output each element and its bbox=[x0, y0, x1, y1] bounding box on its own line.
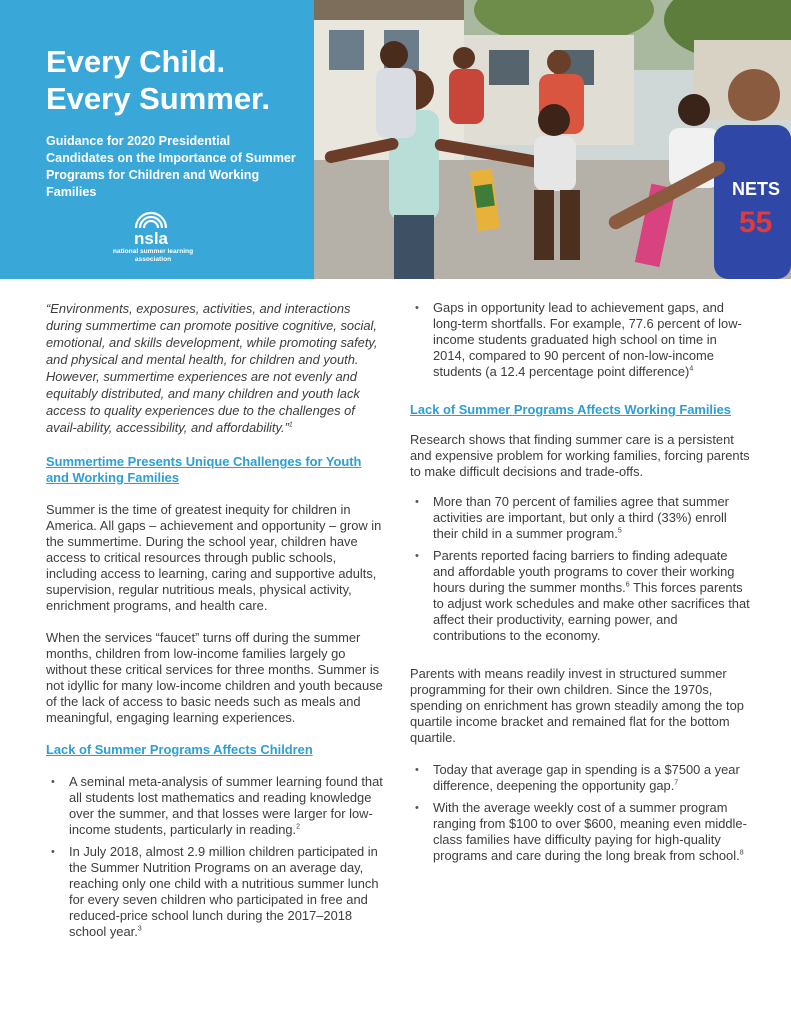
photo-illustration bbox=[314, 0, 791, 279]
section-heading-affects-children[interactable]: Lack of Summer Programs Affects Children bbox=[46, 742, 313, 757]
list-item-text: A seminal meta-analysis of summer learning found that all students lost mathematics and reading knowledge over the summer, and that losses were larger for low-income students, particularly in reading. bbox=[69, 774, 383, 837]
spending-bullet-list bbox=[410, 762, 750, 864]
intro-quote bbox=[46, 300, 386, 436]
families-bullet-list bbox=[410, 494, 750, 644]
list-item-text: More than 70 percent of families agree that summer activities are important, but only a third (33%) enroll their child in a summer program. bbox=[433, 494, 729, 541]
section-heading-challenges[interactable]: Summertime Presents Unique Challenges for Youth and Working Families bbox=[46, 454, 362, 485]
list-item bbox=[410, 300, 750, 380]
nsla-logo bbox=[108, 210, 198, 270]
footnote-ref-2: 2 bbox=[296, 823, 301, 831]
footnote-ref-6: 6 bbox=[625, 581, 630, 589]
nsla-logo-icon bbox=[126, 210, 176, 248]
intro-quote-text: “Environments, exposures, activities, and interactions during summertime can promote positive cognitive, social, emotional, and skills development, while promoting safety, and physical and mental health, for children and youth. However, summertime experiences are not evenly and equitably distributed, and many children and youth lack access to quality experiences due to the challenges of avail-ability, accessibility, and affordability.” bbox=[46, 301, 378, 435]
gaps-bullet-list bbox=[410, 300, 750, 380]
footnote-ref-1: 1 bbox=[288, 421, 293, 429]
logo-wordmark: nsla bbox=[133, 229, 169, 248]
logo-caption: national summer learning association bbox=[112, 248, 194, 263]
footnote-ref-8: 8 bbox=[739, 849, 744, 857]
title-line-2: Every Summer. bbox=[46, 81, 271, 116]
left-column bbox=[46, 300, 386, 940]
list-item bbox=[410, 548, 750, 644]
children-bullet-list bbox=[46, 774, 386, 940]
hero-panel bbox=[0, 0, 314, 279]
footnote-ref-7: 7 bbox=[674, 779, 679, 787]
paragraph-summer-inequity: Summer is the time of greatest inequity for children in America. All gaps – achievement and opportunity – grow in the summertime. During the school year, children have access to critical resources through public schools, including access to learning, caring and supportive adults, supervision, regular nutritious meals, physical activity, enrichment programs, and health care. bbox=[46, 502, 382, 613]
jersey-number: 55 bbox=[739, 206, 773, 239]
paragraph-summer-care: Research shows that finding summer care is a persistent and expensive problem for working families, forcing parents to make difficult decisions and trade-offs. bbox=[410, 432, 750, 479]
header-banner bbox=[0, 0, 791, 279]
title-line-1: Every Child. bbox=[46, 44, 226, 79]
footnote-ref-5: 5 bbox=[617, 527, 622, 535]
jersey-text: NETS bbox=[732, 179, 781, 199]
right-column bbox=[410, 300, 750, 864]
page-title bbox=[46, 43, 306, 117]
footnote-ref-3: 3 bbox=[137, 925, 142, 933]
list-item bbox=[410, 800, 750, 864]
paragraph-parents-with-means: Parents with means readily invest in structured summer programming for their own children. Since the 1970s, spending on enrichment has grown steadily among the top quartile income bracket and remained flat for the bottom quartile. bbox=[410, 666, 744, 745]
list-item-text: Gaps in opportunity lead to achievement gaps, and long-term shortfalls. For example, 77.6 percent of low-income students graduated high school on time in 2014, compared to 90 percent of non-low-income students (a 12.4 percentage point difference) bbox=[433, 300, 742, 379]
page-subtitle: Guidance for 2020 Presidential Candidates on the Importance of Summer Programs for Children and Working Families bbox=[46, 134, 296, 199]
list-item-text: Today that average gap in spending is a $7500 a year difference, deepening the opportunity gap. bbox=[433, 762, 740, 793]
list-item-text: With the average weekly cost of a summer program ranging from $100 to over $600, meaning even middle-class families have difficulty paying for high-quality programs and care during the long break from school. bbox=[433, 800, 747, 863]
section-heading-working-families[interactable]: Lack of Summer Programs Affects Working Families bbox=[410, 402, 731, 417]
list-item-text: Parents reported facing barriers to finding adequate and affordable youth programs to cover their working hours during the summer months. bbox=[433, 548, 735, 595]
list-item bbox=[46, 844, 386, 940]
list-item bbox=[46, 774, 386, 838]
list-item bbox=[410, 494, 750, 542]
hero-photo bbox=[314, 0, 791, 279]
list-item bbox=[410, 762, 750, 794]
footnote-ref-4: 4 bbox=[689, 365, 694, 373]
list-item-text-continued: This forces parents to adjust work schedules and make other sacrifices that affect their productivity, earning power, and contributions to the economy. bbox=[433, 580, 750, 643]
paragraph-services-faucet: When the services “faucet” turns off during the summer months, children from low-income families largely go without these critical services for three months. Summer is not idyllic for many low-income children and youth because of the lack of access to basic needs such as meals and meaningful, engaging learning experiences. bbox=[46, 630, 383, 725]
list-item-text: In July 2018, almost 2.9 million children participated in the Summer Nutrition Programs on an average day, reaching only one child with a nutritious summer lunch for every seven children who participated in free and reduced-price school lunch during the 2017–2018 school year. bbox=[69, 844, 379, 939]
